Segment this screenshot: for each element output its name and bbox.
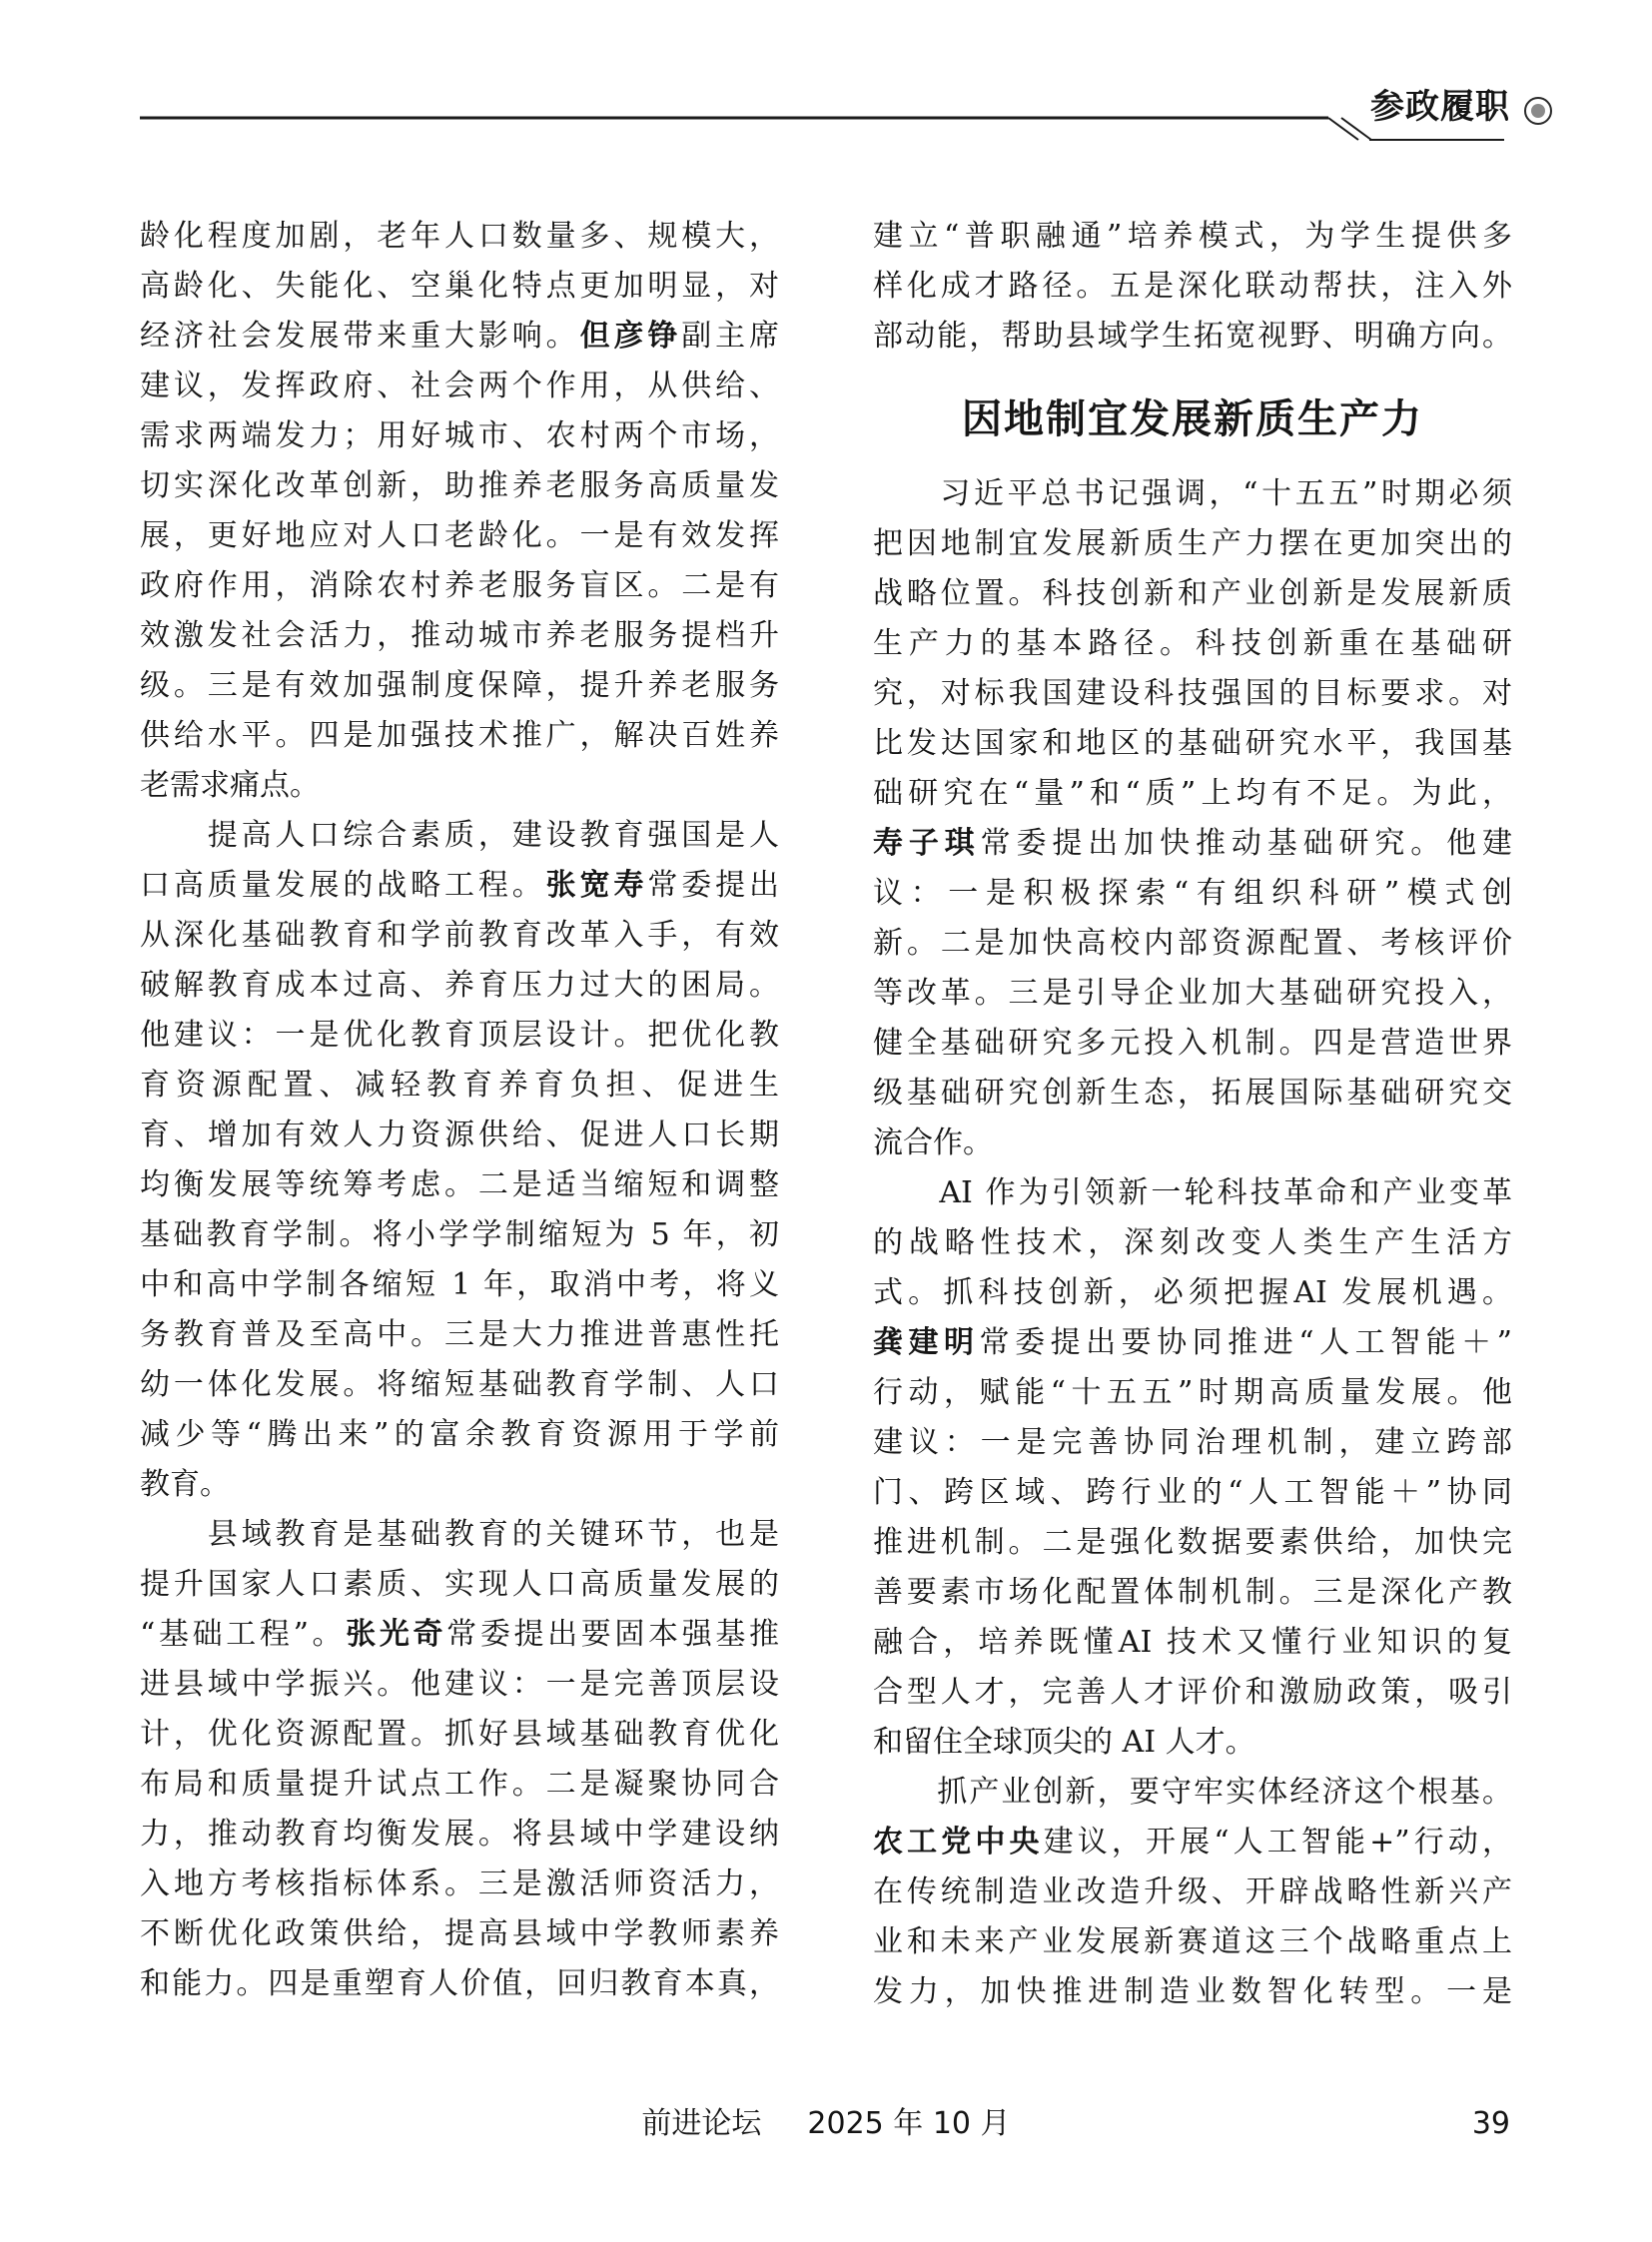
text-run: 从深化基础教育和学前教育改革入手，有效 — [140, 918, 779, 953]
text-run: 均衡发展等统筹考虑。二是适当缩短和调整 — [140, 1167, 779, 1202]
text-run: “基础工程”。 — [140, 1617, 347, 1652]
issue-date: 2025 年 10 月 — [807, 2106, 1011, 2141]
text-run: 等改革。三是引导企业加大基础研究投入， — [873, 976, 1512, 1011]
text-line — [140, 1011, 779, 1061]
text-line — [140, 411, 779, 461]
text-line — [140, 1660, 779, 1710]
text-line — [140, 312, 779, 362]
text-run: 究，对标我国建设科技强国的目标要求。对 — [873, 676, 1512, 711]
text-run: 生产力的基本路径。科技创新重在基础研 — [873, 626, 1512, 661]
text-run: 议：一是积极探索“有组织科研”模式创 — [873, 876, 1512, 911]
text-run: 经济社会发展带来重大影响。 — [140, 319, 580, 354]
text-line — [873, 1318, 1512, 1368]
text-line — [873, 1418, 1512, 1468]
text-run: 他建议：一是优化教育顶层设计。把优化教 — [140, 1018, 779, 1053]
text-line — [140, 1860, 779, 1909]
text-run: 破解教育成本过高、养育压力过大的困局。 — [140, 968, 779, 1003]
text-run: 把因地制宜发展新质生产力摆在更加突出的 — [873, 526, 1512, 561]
text-run: 础研究在“量”和“质”上均有不足。为此， — [873, 776, 1512, 811]
text-run: 建议，开展“人工智能+”行动， — [1043, 1825, 1512, 1860]
text-line — [140, 262, 779, 312]
text-line — [140, 961, 779, 1011]
text-line — [140, 761, 779, 811]
text-run: 提高人口综合素质，建设教育强国是人 — [140, 818, 779, 853]
section-label: 参政履职 — [1370, 87, 1510, 127]
text-line — [140, 1111, 779, 1160]
text-line — [873, 919, 1512, 969]
section-heading-row — [873, 362, 1512, 469]
text-line — [873, 569, 1512, 619]
text-line — [873, 969, 1512, 1019]
text-line — [873, 669, 1512, 719]
text-line — [140, 1560, 779, 1610]
text-line — [873, 1518, 1512, 1568]
text-run: 高龄化、失能化、空巢化特点更加明显，对 — [140, 269, 779, 304]
text-run: 布局和质量提升试点工作。二是凝聚协同合 — [140, 1767, 779, 1802]
text-line — [140, 1210, 779, 1260]
text-line — [140, 212, 779, 262]
text-run: 教育。 — [140, 1467, 230, 1502]
text-line — [140, 861, 779, 911]
text-run: 健全基础研究多元投入机制。四是营造世界 — [873, 1026, 1512, 1061]
text-run: 常委提出加快推动基础研究。他建 — [980, 826, 1512, 861]
text-line — [140, 1710, 779, 1760]
page-footer — [140, 2102, 1512, 2146]
text-run: 级。三是有效加强制度保障，提升养老服务 — [140, 668, 779, 703]
text-line — [873, 1368, 1512, 1418]
text-run: 常委提出要协同推进“人工智能＋” — [979, 1325, 1512, 1360]
text-run: 战略位置。科技创新和产业创新是发展新质 — [873, 576, 1512, 611]
text-run: 育资源配置、减轻教育养育负担、促进生 — [140, 1068, 779, 1103]
text-line — [873, 519, 1512, 569]
text-line — [140, 1310, 779, 1360]
text-line — [140, 911, 779, 961]
text-run: 常委提出要固本强基推 — [446, 1617, 779, 1652]
header-decoration — [100, 88, 1558, 152]
text-line — [140, 661, 779, 711]
text-run: 不断优化政策供给，提高县域中学教师素养 — [140, 1916, 779, 1951]
text-line — [140, 1260, 779, 1310]
page-number: 39 — [1471, 2106, 1510, 2141]
text-line — [873, 312, 1512, 362]
text-run: 融合，培养既懂AI 技术又懂行业知识的复 — [873, 1625, 1512, 1660]
text-run: 展，更好地应对人口老龄化。一是有效发挥 — [140, 518, 779, 553]
text-line — [140, 711, 779, 761]
text-line — [140, 1610, 779, 1660]
right-column-bottom — [873, 469, 1512, 2017]
text-line — [140, 1360, 779, 1410]
text-run: 的战略性技术，深刻改变人类生产生活方 — [873, 1225, 1512, 1260]
text-run: 需求两端发力；用好城市、农村两个市场， — [140, 418, 779, 453]
text-run: 业和未来产业发展新赛道这三个战略重点上 — [873, 1924, 1512, 1959]
text-line — [873, 1268, 1512, 1318]
emphasis-name: 但彦铮 — [579, 319, 682, 354]
text-line — [873, 212, 1512, 262]
text-line — [873, 1768, 1512, 1818]
section-heading: 因地制宜发展新质生产力 — [962, 395, 1423, 442]
text-line — [873, 262, 1512, 312]
text-line — [873, 469, 1512, 519]
text-run: 建议，发挥政府、社会两个作用，从供给、 — [140, 369, 779, 403]
left-column — [140, 212, 779, 2009]
text-run: 供给水平。四是加强技术推广，解决百姓养 — [140, 718, 779, 753]
text-run: 力，推动教育均衡发展。将县域中学建设纳 — [140, 1817, 779, 1852]
text-line — [873, 1668, 1512, 1718]
text-line — [873, 1868, 1512, 1917]
text-line — [140, 561, 779, 611]
text-line — [140, 1460, 779, 1510]
text-run: 务教育普及至高中。三是大力推进普惠性托 — [140, 1317, 779, 1352]
text-line — [873, 1568, 1512, 1618]
text-line — [140, 811, 779, 861]
text-line — [873, 1718, 1512, 1768]
text-line — [140, 461, 779, 511]
text-line — [140, 362, 779, 411]
text-run: 新。二是加快高校内部资源配置、考核评价 — [873, 926, 1512, 961]
text-line — [873, 719, 1512, 769]
text-run: 级基础研究创新生态，拓展国际基础研究交 — [873, 1076, 1512, 1111]
text-line — [873, 1967, 1512, 2017]
text-run: 比发达国家和地区的基础研究水平，我国基 — [873, 726, 1512, 761]
text-run: 行动，赋能“十五五”时期高质量发展。他 — [873, 1375, 1512, 1410]
text-line — [873, 1119, 1512, 1168]
text-run: 推进机制。二是强化数据要素供给，加快完 — [873, 1525, 1512, 1560]
text-line — [140, 1510, 779, 1560]
text-run: 老需求痛点。 — [140, 768, 320, 803]
text-run: 式。抓科技创新，必须把握AI 发展机遇。 — [873, 1275, 1512, 1310]
text-line — [140, 1061, 779, 1111]
text-run: 和留住全球顶尖的 AI 人才。 — [873, 1725, 1255, 1760]
text-line — [140, 511, 779, 561]
text-line — [140, 1810, 779, 1860]
text-run: 进县域中学振兴。他建议：一是完善顶层设 — [140, 1667, 779, 1702]
text-line — [873, 819, 1512, 869]
text-run: 减少等“腾出来”的富余教育资源用于学前 — [140, 1417, 779, 1452]
emphasis-name: 龚建明 — [873, 1325, 980, 1360]
text-line — [873, 1019, 1512, 1069]
text-run: 计，优化资源配置。抓好县域基础教育优化 — [140, 1717, 779, 1752]
right-column-top — [873, 212, 1512, 362]
text-run: 在传统制造业改造升级、开辟战略性新兴产 — [873, 1874, 1512, 1909]
text-run: 提升国家人口素质、实现人口高质量发展的 — [140, 1567, 779, 1602]
text-run: 切实深化改革创新，助推养老服务高质量发 — [140, 468, 779, 503]
text-run: 基础教育学制。将小学学制缩短为 5 年，初 — [140, 1217, 779, 1252]
footer-center — [140, 2102, 1512, 2146]
text-line — [140, 1909, 779, 1959]
text-run: 门、跨区域、跨行业的“人工智能＋”协同 — [873, 1475, 1512, 1510]
text-line — [873, 1218, 1512, 1268]
text-run: 建议：一是完善协同治理机制，建立跨部 — [873, 1425, 1512, 1460]
emphasis-name: 张宽寿 — [545, 868, 648, 903]
text-run: 建立“普职融通”培养模式，为学生提供多 — [873, 219, 1512, 254]
text-run: 抓产业创新，要守牢实体经济这个根基。 — [873, 1775, 1512, 1810]
emphasis-name: 农工党中央 — [873, 1825, 1044, 1860]
text-run: 善要素市场化配置体制机制。三是深化产教 — [873, 1575, 1512, 1610]
text-run: 习近平总书记强调，“十五五”时期必须 — [873, 476, 1512, 511]
text-run: 中和高中学制各缩短 1 年，取消中考，将义 — [140, 1267, 779, 1302]
text-run: 常委提出 — [647, 868, 779, 903]
text-line — [873, 1069, 1512, 1119]
header-rule-break-2 — [1341, 118, 1371, 140]
text-run: 效激发社会活力，推动城市养老服务提档升 — [140, 618, 779, 653]
text-run: 和能力。四是重塑育人价值，回归教育本真， — [140, 1966, 779, 2001]
text-line — [140, 1760, 779, 1810]
right-column — [873, 212, 1512, 2017]
text-line — [873, 619, 1512, 669]
text-run: 部动能，帮助县域学生拓宽视野、明确方向。 — [873, 319, 1512, 354]
text-run: 幼一体化发展。将缩短基础教育学制、人口 — [140, 1367, 779, 1402]
text-line — [873, 1917, 1512, 1967]
text-line — [140, 1959, 779, 2009]
text-run: 副主席 — [681, 319, 779, 354]
text-line — [140, 611, 779, 661]
text-line — [873, 1168, 1512, 1218]
text-run: 政府作用，消除农村养老服务盲区。二是有 — [140, 568, 779, 603]
text-run: 合型人才，完善人才评价和激励政策，吸引 — [873, 1675, 1512, 1710]
header-rule-break-1 — [1328, 118, 1358, 140]
bullseye-icon — [1525, 98, 1551, 124]
emphasis-name: 寿子琪 — [873, 826, 981, 861]
text-line — [873, 1618, 1512, 1668]
text-line — [140, 1160, 779, 1210]
emphasis-name: 张光奇 — [346, 1617, 447, 1652]
text-line — [873, 1468, 1512, 1518]
text-line — [873, 1818, 1512, 1868]
text-line — [140, 1410, 779, 1460]
text-run: 育、增加有效人力资源供给、促进人口长期 — [140, 1118, 779, 1152]
text-run: 流合作。 — [873, 1125, 993, 1160]
text-line — [873, 869, 1512, 919]
text-line — [873, 769, 1512, 819]
text-run: 县域教育是基础教育的关键环节，也是 — [140, 1517, 779, 1552]
text-run: 发力，加快推进制造业数智化转型。一是 — [873, 1974, 1512, 2009]
text-run: 入地方考核指标体系。三是激活师资活力， — [140, 1867, 779, 1901]
text-run: 样化成才路径。五是深化联动帮扶，注入外 — [873, 269, 1512, 304]
text-run: 龄化程度加剧，老年人口数量多、规模大， — [140, 219, 779, 254]
journal-name: 前进论坛 — [641, 2106, 762, 2141]
text-run: AI 作为引领新一轮科技革命和产业变革 — [873, 1175, 1512, 1210]
text-run: 口高质量发展的战略工程。 — [140, 868, 546, 903]
